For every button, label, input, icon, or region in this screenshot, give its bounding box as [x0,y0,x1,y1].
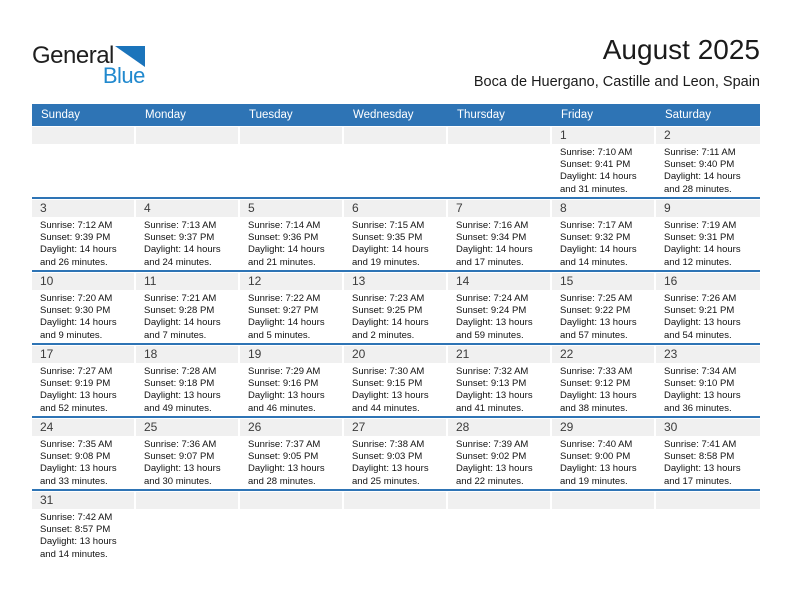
sunset-line: Sunset: 9:19 PM [40,378,111,390]
day-number-band: 21 [448,346,550,363]
logo-text-blue: Blue [102,63,145,88]
calendar-table [32,104,760,564]
day-number-band: 30 [656,419,760,436]
sunset-line: Sunset: 9:13 PM [456,378,527,390]
calendar-cell [552,272,656,343]
calendar-cell [656,126,760,197]
sunset-line: Sunset: 9:02 PM [456,451,527,463]
calendar-weeks [32,126,760,564]
daylight-line-2: and 24 minutes. [144,256,212,268]
calendar-cell [656,418,760,489]
sunset-line: Sunset: 9:05 PM [248,451,319,463]
sunset-line: Sunset: 9:40 PM [664,159,735,171]
calendar-cell [448,272,552,343]
daylight-line-1: Daylight: 14 hours [664,244,741,256]
sunrise-line: Sunrise: 7:42 AM [40,512,113,523]
calendar-cell [656,272,760,343]
sunset-line: Sunset: 9:16 PM [248,378,319,390]
calendar-cell [344,418,448,489]
sunrise-line: Sunrise: 7:25 AM [560,293,633,304]
day-number-band: 17 [32,346,134,363]
day-number-band: 7 [448,200,550,217]
day-info [344,436,448,488]
daylight-line-1: Daylight: 14 hours [664,171,741,183]
day-number-band: 16 [656,273,760,290]
sunset-line: Sunset: 9:30 PM [40,305,111,317]
daylight-line-2: and 25 minutes. [352,475,420,487]
day-number-band: 13 [344,273,446,290]
calendar-cell-empty [344,491,448,564]
sunrise-line: Sunrise: 7:21 AM [144,293,217,304]
calendar-cell [240,418,344,489]
sunset-line: Sunset: 9:31 PM [664,232,735,244]
daylight-line-2: and 41 minutes. [456,402,524,414]
weekday-header-thursday: Thursday [457,109,505,121]
sunrise-line: Sunrise: 7:13 AM [144,220,217,231]
daylight-line-2: and 54 minutes. [664,329,732,341]
weekday-header-tuesday: Tuesday [249,109,293,121]
sunset-line: Sunset: 9:21 PM [664,305,735,317]
sunrise-line: Sunrise: 7:37 AM [248,439,321,450]
calendar-cell-empty [136,491,240,564]
day-number-band: 15 [552,273,654,290]
day-info [32,290,136,342]
daylight-line-1: Daylight: 14 hours [560,171,637,183]
daylight-line-2: and 9 minutes. [40,329,103,341]
weekday-header-row [32,104,760,126]
daylight-line-1: Daylight: 13 hours [40,390,117,402]
day-number-band: 31 [32,492,134,509]
day-number-band: 1 [552,127,654,144]
sunset-line: Sunset: 9:39 PM [40,232,111,244]
calendar-cell-empty [136,126,240,197]
daylight-line-1: Daylight: 13 hours [144,390,221,402]
daylight-line-1: Daylight: 13 hours [144,463,221,475]
day-number-band: 2 [656,127,760,144]
daylight-line-2: and 52 minutes. [40,402,108,414]
calendar-cell [32,345,136,416]
daylight-line-2: and 38 minutes. [560,402,628,414]
day-number-band [656,492,760,509]
day-info [552,144,656,196]
sunrise-line: Sunrise: 7:12 AM [40,220,113,231]
calendar-cell [136,272,240,343]
weekday-header-sunday: Sunday [41,109,81,121]
week-row [32,345,760,418]
day-info [552,436,656,488]
daylight-line-1: Daylight: 13 hours [352,463,429,475]
day-number-band: 23 [656,346,760,363]
daylight-line-1: Daylight: 13 hours [248,463,325,475]
day-number-band [240,127,342,144]
sunrise-line: Sunrise: 7:17 AM [560,220,633,231]
daylight-line-1: Daylight: 13 hours [664,390,741,402]
daylight-line-1: Daylight: 14 hours [560,244,637,256]
daylight-line-2: and 28 minutes. [664,183,732,195]
day-info [240,217,344,269]
calendar-cell [552,345,656,416]
daylight-line-2: and 2 minutes. [352,329,415,341]
day-info [448,290,552,342]
daylight-line-1: Daylight: 13 hours [560,317,637,329]
daylight-line-1: Daylight: 14 hours [144,244,221,256]
calendar-cell [32,272,136,343]
sunset-line: Sunset: 9:27 PM [248,305,319,317]
calendar-cell [344,345,448,416]
sunset-line: Sunset: 9:35 PM [352,232,423,244]
sunrise-line: Sunrise: 7:15 AM [352,220,425,231]
daylight-line-1: Daylight: 14 hours [248,244,325,256]
daylight-line-1: Daylight: 13 hours [456,390,533,402]
sunset-line: Sunset: 9:07 PM [144,451,215,463]
sunset-line: Sunset: 9:18 PM [144,378,215,390]
daylight-line-1: Daylight: 13 hours [40,536,117,548]
day-info [344,363,448,415]
sunrise-line: Sunrise: 7:32 AM [456,366,529,377]
sunset-line: Sunset: 8:57 PM [40,524,111,536]
general-blue-logo [32,42,145,89]
calendar-cell [240,199,344,270]
day-info [32,509,136,561]
day-info [656,290,760,342]
daylight-line-2: and 36 minutes. [664,402,732,414]
day-info [136,217,240,269]
day-info [240,363,344,415]
sunset-line: Sunset: 9:28 PM [144,305,215,317]
day-number-band [136,492,238,509]
day-info [656,363,760,415]
calendar-cell-empty [344,126,448,197]
day-number-band: 12 [240,273,342,290]
daylight-line-2: and 19 minutes. [352,256,420,268]
day-number-band: 28 [448,419,550,436]
daylight-line-1: Daylight: 13 hours [40,463,117,475]
day-info [136,436,240,488]
sunrise-line: Sunrise: 7:36 AM [144,439,217,450]
calendar-cell-empty [552,491,656,564]
day-info [344,217,448,269]
weekday-header-monday: Monday [145,109,186,121]
daylight-line-2: and 17 minutes. [664,475,732,487]
daylight-line-2: and 49 minutes. [144,402,212,414]
daylight-line-1: Daylight: 14 hours [352,317,429,329]
calendar-cell-empty [240,126,344,197]
daylight-line-1: Daylight: 13 hours [456,317,533,329]
day-number-band: 19 [240,346,342,363]
day-number-band: 14 [448,273,550,290]
day-info [136,363,240,415]
sunrise-line: Sunrise: 7:26 AM [664,293,737,304]
day-number-band [240,492,342,509]
day-number-band: 27 [344,419,446,436]
calendar-cell [448,199,552,270]
daylight-line-2: and 22 minutes. [456,475,524,487]
calendar-cell [656,199,760,270]
day-info [656,217,760,269]
calendar-cell [32,418,136,489]
calendar-cell [240,345,344,416]
daylight-line-2: and 12 minutes. [664,256,732,268]
sunrise-line: Sunrise: 7:35 AM [40,439,113,450]
daylight-line-2: and 21 minutes. [248,256,316,268]
sunset-line: Sunset: 9:15 PM [352,378,423,390]
daylight-line-1: Daylight: 13 hours [352,390,429,402]
daylight-line-1: Daylight: 13 hours [248,390,325,402]
sunrise-line: Sunrise: 7:11 AM [664,147,736,158]
day-number-band [448,492,550,509]
calendar-cell [136,199,240,270]
daylight-line-1: Daylight: 13 hours [560,390,637,402]
day-number-band: 24 [32,419,134,436]
sunrise-line: Sunrise: 7:23 AM [352,293,425,304]
daylight-line-2: and 30 minutes. [144,475,212,487]
day-number-band: 20 [344,346,446,363]
sunset-line: Sunset: 9:37 PM [144,232,215,244]
day-number-band [344,492,446,509]
day-info [552,363,656,415]
day-number-band [448,127,550,144]
daylight-line-1: Daylight: 14 hours [352,244,429,256]
day-number-band: 11 [136,273,238,290]
day-number-band: 3 [32,200,134,217]
daylight-line-1: Daylight: 14 hours [40,317,117,329]
daylight-line-2: and 19 minutes. [560,475,628,487]
sunset-line: Sunset: 9:34 PM [456,232,527,244]
daylight-line-2: and 14 minutes. [40,548,108,560]
sunset-line: Sunset: 9:32 PM [560,232,631,244]
day-number-band: 18 [136,346,238,363]
sunrise-line: Sunrise: 7:33 AM [560,366,633,377]
sunrise-line: Sunrise: 7:24 AM [456,293,529,304]
calendar-cell-empty [656,491,760,564]
week-row [32,126,760,199]
daylight-line-2: and 7 minutes. [144,329,207,341]
sunrise-line: Sunrise: 7:29 AM [248,366,321,377]
calendar-cell-empty [448,126,552,197]
daylight-line-2: and 44 minutes. [352,402,420,414]
daylight-line-2: and 26 minutes. [40,256,108,268]
day-number-band: 26 [240,419,342,436]
calendar-cell [552,126,656,197]
daylight-line-1: Daylight: 14 hours [144,317,221,329]
day-number-band [32,127,134,144]
sunset-line: Sunset: 9:25 PM [352,305,423,317]
daylight-line-2: and 59 minutes. [456,329,524,341]
sunset-line: Sunset: 9:00 PM [560,451,631,463]
calendar-cell [448,345,552,416]
daylight-line-2: and 28 minutes. [248,475,316,487]
daylight-line-1: Daylight: 13 hours [664,463,741,475]
daylight-line-1: Daylight: 14 hours [456,244,533,256]
weekday-header-friday: Friday [561,109,593,121]
weekday-header-wednesday: Wednesday [353,109,414,121]
calendar-cell [344,272,448,343]
calendar-cell-empty [240,491,344,564]
daylight-line-1: Daylight: 14 hours [248,317,325,329]
daylight-line-1: Daylight: 13 hours [456,463,533,475]
day-number-band: 10 [32,273,134,290]
daylight-line-2: and 14 minutes. [560,256,628,268]
sunset-line: Sunset: 8:58 PM [664,451,735,463]
daylight-line-2: and 5 minutes. [248,329,311,341]
weekday-header-saturday: Saturday [665,109,712,121]
daylight-line-1: Daylight: 13 hours [560,463,637,475]
day-info [32,363,136,415]
day-info [32,436,136,488]
daylight-line-2: and 31 minutes. [560,183,628,195]
sunrise-line: Sunrise: 7:10 AM [560,147,633,158]
day-number-band [344,127,446,144]
sunset-line: Sunset: 9:03 PM [352,451,423,463]
calendar-cell [32,199,136,270]
calendar-cell [552,199,656,270]
day-info [136,290,240,342]
sunrise-line: Sunrise: 7:34 AM [664,366,737,377]
sunrise-line: Sunrise: 7:40 AM [560,439,633,450]
day-number-band: 29 [552,419,654,436]
calendar-cell [32,491,136,564]
calendar-cell [240,272,344,343]
day-number-band: 5 [240,200,342,217]
week-row [32,418,760,491]
calendar-cell-empty [32,126,136,197]
calendar-cell [656,345,760,416]
sunrise-line: Sunrise: 7:27 AM [40,366,113,377]
sunset-line: Sunset: 9:22 PM [560,305,631,317]
sunrise-line: Sunrise: 7:20 AM [40,293,113,304]
sunrise-line: Sunrise: 7:19 AM [664,220,737,231]
sunrise-line: Sunrise: 7:38 AM [352,439,425,450]
daylight-line-2: and 17 minutes. [456,256,524,268]
page-title: August 2025 [602,34,760,65]
sunset-line: Sunset: 9:08 PM [40,451,111,463]
calendar-cell [136,345,240,416]
day-info [448,436,552,488]
day-info [656,436,760,488]
location-subtitle: Boca de Huergano, Castille and Leon, Spain [473,74,760,90]
day-number-band: 6 [344,200,446,217]
daylight-line-1: Daylight: 14 hours [40,244,117,256]
day-number-band [552,492,654,509]
day-number-band: 8 [552,200,654,217]
sunrise-line: Sunrise: 7:14 AM [248,220,321,231]
day-info [552,290,656,342]
sunrise-line: Sunrise: 7:39 AM [456,439,529,450]
day-info [448,217,552,269]
daylight-line-2: and 33 minutes. [40,475,108,487]
daylight-line-1: Daylight: 13 hours [664,317,741,329]
day-number-band: 9 [656,200,760,217]
sunset-line: Sunset: 9:36 PM [248,232,319,244]
day-number-band: 4 [136,200,238,217]
day-number-band [136,127,238,144]
day-info [552,217,656,269]
sunrise-line: Sunrise: 7:22 AM [248,293,321,304]
day-info [344,290,448,342]
calendar-cell [344,199,448,270]
daylight-line-2: and 46 minutes. [248,402,316,414]
sunrise-line: Sunrise: 7:41 AM [664,439,737,450]
daylight-line-2: and 57 minutes. [560,329,628,341]
day-info [32,217,136,269]
day-info [448,363,552,415]
calendar-cell [448,418,552,489]
week-row [32,199,760,272]
day-info [240,436,344,488]
day-info [656,144,760,196]
sunset-line: Sunset: 9:41 PM [560,159,631,171]
logo-text-general: General [32,42,114,69]
sunset-line: Sunset: 9:24 PM [456,305,527,317]
calendar-cell [552,418,656,489]
day-info [240,290,344,342]
sunrise-line: Sunrise: 7:30 AM [352,366,425,377]
calendar-cell-empty [448,491,552,564]
sunrise-line: Sunrise: 7:16 AM [456,220,529,231]
day-number-band: 22 [552,346,654,363]
week-row [32,272,760,345]
sunrise-line: Sunrise: 7:28 AM [144,366,217,377]
day-number-band: 25 [136,419,238,436]
sunset-line: Sunset: 9:12 PM [560,378,631,390]
calendar-cell [136,418,240,489]
week-row [32,491,760,564]
sunset-line: Sunset: 9:10 PM [664,378,735,390]
